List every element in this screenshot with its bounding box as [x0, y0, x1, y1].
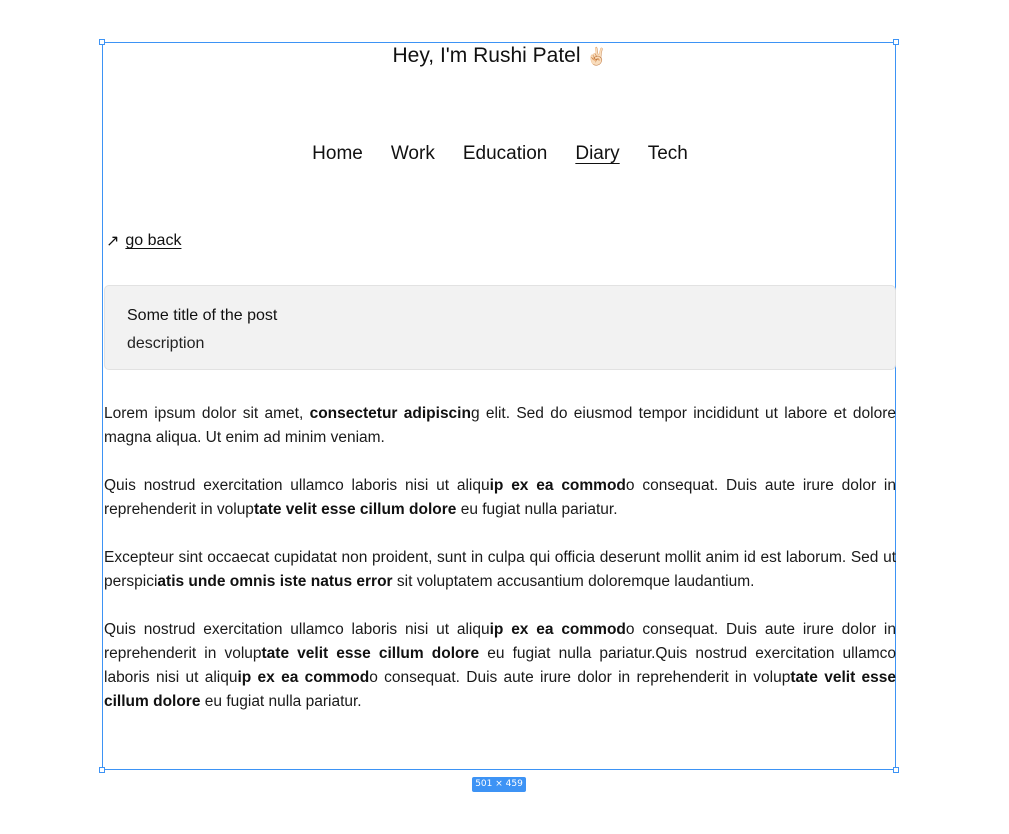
nav-item-education[interactable]: Education — [462, 143, 548, 164]
paragraph-text: eu fugiat nulla pariatur. — [456, 501, 618, 518]
bold-text: ip ex ea commod — [489, 477, 626, 494]
resize-handle-bottom-left[interactable] — [99, 767, 105, 773]
nav-item-work[interactable]: Work — [390, 143, 435, 164]
resize-handle-bottom-right[interactable] — [893, 767, 899, 773]
paragraph-text: eu fugiat nulla pariatur. — [200, 693, 362, 710]
paragraph-text: eu fugiat nulla pariatur.Quis nostrud exercitation ullamco laboris nisi ut aliqu — [104, 645, 896, 686]
selection-size-badge: 501 × 459 — [472, 777, 526, 792]
bold-text: ip ex ea commod — [489, 621, 626, 638]
post-body — [104, 402, 896, 738]
victory-hand-icon: ✌🏻 — [586, 47, 608, 67]
main-nav — [104, 140, 896, 168]
paragraph-text: g elit. Sed do eiusmod tempor incididunt ut labore et dolore magna aliqua. Ut enim ad minim veniam. — [104, 405, 897, 446]
bold-text: ip ex ea commod — [237, 669, 370, 686]
paragraph-text: sit voluptatem accusantium doloremque laudantium. — [392, 573, 755, 590]
paragraph-text: o consequat. Duis aute irure dolor in reprehenderit in volup — [104, 477, 897, 518]
post-paragraph — [104, 618, 896, 714]
nav-item-tech[interactable]: Tech — [647, 143, 688, 164]
paragraph-text: Quis nostrud exercitation ullamco laboris nisi ut aliqu — [104, 621, 490, 638]
nav-item-home[interactable]: Home — [312, 143, 363, 164]
post-header-card — [104, 285, 896, 370]
post-title: Some title of the post — [127, 307, 278, 324]
paragraph-text: Lorem ipsum dolor sit amet, — [104, 405, 310, 422]
paragraph-text: o consequat. Duis aute irure dolor in reprehenderit in volup — [104, 621, 897, 662]
page-title-text: Hey, I'm Rushi Patel — [392, 44, 581, 67]
nav-item-diary[interactable]: Diary — [575, 143, 620, 164]
bold-text: tate velit esse cillum dolore — [261, 645, 480, 662]
bold-text: atis unde omnis iste natus error — [157, 573, 393, 590]
post-description: description — [127, 335, 205, 352]
go-back-label[interactable]: go back — [125, 232, 182, 249]
paragraph-text: Excepteur sint occaecat cupidatat non proident, sunt in culpa qui officia deserunt mollit anim id est laborum. Sed ut perspici — [104, 549, 896, 590]
go-back-link[interactable] — [106, 229, 181, 253]
paragraph-text: o consequat. Duis aute irure dolor in reprehenderit in volup — [369, 669, 791, 686]
post-paragraph — [104, 474, 896, 522]
post-paragraph — [104, 546, 896, 594]
paragraph-text: Quis nostrud exercitation ullamco laboris nisi ut aliqu — [104, 477, 490, 494]
post-paragraph — [104, 402, 896, 450]
arrow-up-right-icon: ↗ — [106, 231, 120, 250]
bold-text: consectetur adipiscin — [309, 405, 471, 422]
bold-text: tate velit esse cillum dolore — [253, 501, 457, 518]
page-title — [104, 40, 896, 73]
bold-text: tate velit esse cillum dolore — [104, 669, 897, 710]
